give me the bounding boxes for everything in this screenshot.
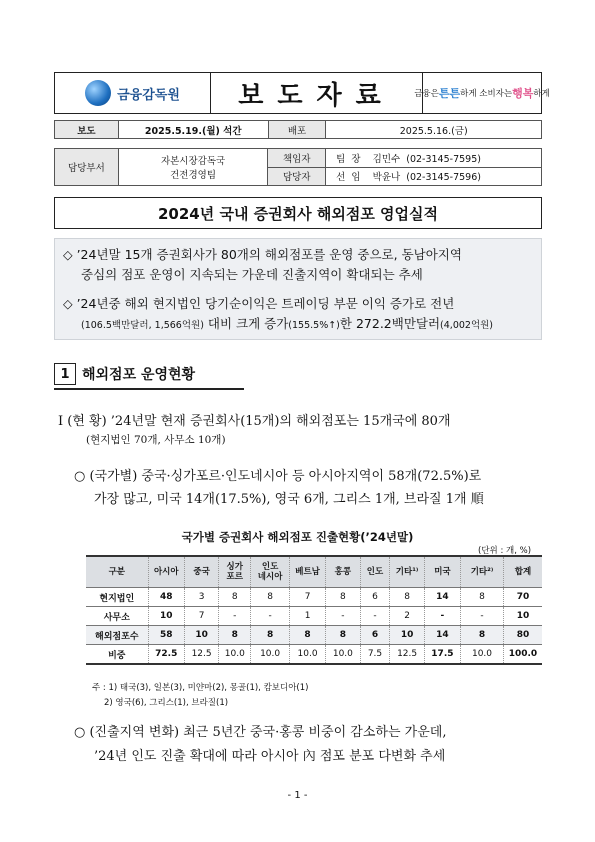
summary-bullet-2-line-2 — [81, 314, 493, 335]
press-release-title: 보도자료 — [211, 73, 423, 113]
col-header: 기타¹⁾ — [390, 556, 424, 588]
table-note-2: 2) 영국(6), 그리스(1), 브라질(1) — [104, 698, 229, 708]
table-row — [86, 626, 542, 645]
col-header: 인도 네시아 — [251, 556, 290, 588]
release-info-table — [54, 120, 542, 139]
release-date: 2025.5.19.(월) 석간 — [118, 121, 268, 139]
table-cell: - — [326, 607, 360, 626]
col-header: 인도 — [360, 556, 390, 588]
slogan-pre: 금융은 — [414, 89, 439, 99]
row-label: 해외점포수 — [86, 626, 148, 645]
table-header-row — [86, 556, 542, 588]
col-header: 베트남 — [289, 556, 325, 588]
row-label: 현지법인 — [86, 588, 148, 607]
contact-phone: (02-3145-7596) — [406, 172, 481, 184]
table-cell: 8 — [219, 626, 251, 645]
prev-year-value: (106.5백만달러, 1,566억원) — [81, 320, 204, 331]
table-cell: 58 — [148, 626, 184, 645]
summary-box — [54, 238, 542, 340]
table-cell: - — [219, 607, 251, 626]
table-cell: 2 — [390, 607, 424, 626]
table-note-1: 주 : 1) 태국(3), 일본(3), 미얀마(2), 몽골(1), 캄보디아(1) — [92, 683, 309, 693]
paragraph-country-line-1: ○ (국가별) 중국·싱가포르·인도네시아 등 아시아지역이 58개(72.5%)로 — [74, 469, 482, 484]
contact-name: 박윤나 — [372, 172, 401, 184]
col-header: 홍콩 — [326, 556, 360, 588]
contact-detail — [326, 149, 542, 168]
table-cell: 8 — [461, 588, 504, 607]
table-cell: 10.0 — [461, 645, 504, 665]
release-label: 보도 — [55, 121, 119, 139]
document-title: 2024년 국내 증권회사 해외점포 영업실적 — [54, 197, 542, 229]
table-cell: 8 — [219, 588, 251, 607]
press-header — [54, 72, 550, 114]
paragraph-country-line-2: 가장 많고, 미국 14개(17.5%), 영국 6개, 그리스 1개, 브라질 1개 順 — [94, 492, 484, 507]
col-header: 합계 — [503, 556, 542, 588]
section-number: 1 — [54, 363, 76, 385]
table-cell: - — [424, 607, 460, 626]
table-cell: 80 — [503, 626, 542, 645]
globe-logo-icon — [85, 80, 111, 106]
table-cell: 7.5 — [360, 645, 390, 665]
table-title: 국가별 증권회사 해외점포 진출현황(’24년말) — [181, 530, 414, 544]
logo-text: 금융감독원 — [117, 87, 180, 103]
slogan-word-2: 행복 — [512, 87, 534, 100]
slogan-mid: 하게 소비자는 — [460, 89, 513, 99]
table-cell: 72.5 — [148, 645, 184, 665]
slogan-post: 하게 — [533, 89, 550, 99]
table-cell: 3 — [184, 588, 218, 607]
contact-role: 담당자 — [268, 167, 326, 186]
table-cell: 10.0 — [251, 645, 290, 665]
contact-role: 책임자 — [268, 149, 326, 168]
fss-logo — [55, 73, 211, 113]
table-cell: 8 — [390, 588, 424, 607]
contact-name: 김민수 — [372, 153, 401, 165]
table-cell: 1 — [289, 607, 325, 626]
table-cell: 10.0 — [289, 645, 325, 665]
contact-position: 선 임 — [336, 172, 361, 184]
table-cell: 7 — [289, 588, 325, 607]
contact-table — [54, 148, 542, 186]
table-cell: 17.5 — [424, 645, 460, 665]
table-row — [86, 588, 542, 607]
col-header: 싱가 포르 — [219, 556, 251, 588]
table-cell: 10 — [503, 607, 542, 626]
table-cell: 10 — [148, 607, 184, 626]
table-cell: 10.0 — [326, 645, 360, 665]
table-cell: 7 — [184, 607, 218, 626]
dept-line-1: 자본시장감독국 — [160, 156, 226, 167]
slogan — [414, 73, 550, 113]
summary-bullet-1-line-2: 중심의 점포 운영이 지속되는 가운데 진출지역이 확대되는 추세 — [81, 267, 423, 282]
col-header: 중국 — [184, 556, 218, 588]
table-cell: 12.5 — [390, 645, 424, 665]
table-cell: 8 — [326, 588, 360, 607]
table-cell: 6 — [360, 626, 390, 645]
table-cell: 14 — [424, 626, 460, 645]
table-cell: 8 — [251, 626, 290, 645]
table-cell: 8 — [289, 626, 325, 645]
dept-name — [118, 149, 268, 186]
table-cell: 8 — [251, 588, 290, 607]
table-cell: 10 — [184, 626, 218, 645]
table-cell: - — [251, 607, 290, 626]
summary-bullet-2-line-1: ◇ ’24년중 해외 현지법인 당기순이익은 트레이딩 부문 이익 증가로 전년 — [63, 296, 455, 311]
row-label: 비중 — [86, 645, 148, 665]
paragraph-region-change-line-1: ○ (진출지역 변화) 최근 5년간 중국·홍콩 비중이 감소하는 가운데, — [74, 725, 447, 740]
table-cell: 12.5 — [184, 645, 218, 665]
table-cell: 10 — [390, 626, 424, 645]
col-header: 구분 — [86, 556, 148, 588]
table-cell: 70 — [503, 588, 542, 607]
paragraph-status-line-2: (현지법인 70개, 사무소 10개) — [86, 434, 226, 446]
col-header: 기타²⁾ — [461, 556, 504, 588]
row-label: 사무소 — [86, 607, 148, 626]
table-cell: 8 — [326, 626, 360, 645]
contact-detail — [326, 167, 542, 186]
section-underline — [54, 388, 244, 390]
increase-rate: (155.5%↑) — [288, 320, 340, 331]
paragraph-region-change-line-2: ’24년 인도 진출 확대에 따라 아시아 內 점포 분포 다변화 추세 — [94, 749, 446, 764]
net-income-krw: (4,002억원) — [440, 320, 494, 331]
contact-phone: (02-3145-7595) — [406, 153, 481, 165]
table-cell: 8 — [461, 626, 504, 645]
contact-position: 팀 장 — [336, 153, 361, 165]
table-row — [86, 607, 542, 626]
page-number: - 1 - — [287, 790, 308, 801]
col-header: 아시아 — [148, 556, 184, 588]
table-cell: - — [360, 607, 390, 626]
overseas-branch-table — [86, 555, 542, 665]
table-cell: 48 — [148, 588, 184, 607]
table-unit: (단위 : 개, %) — [478, 546, 532, 556]
paragraph-status-line-1: Ⅰ (현 황) ’24년말 현재 증권회사(15개)의 해외점포는 15개국에 80개 — [58, 414, 451, 429]
table-cell: 10.0 — [219, 645, 251, 665]
net-income-value: 한 272.2백만달러 — [339, 316, 441, 331]
table-cell: 6 — [360, 588, 390, 607]
dept-label: 담당부서 — [55, 149, 119, 186]
summary-bullet-1-line-1: ◇ ’24년말 15개 증권회사가 80개의 해외점포를 운영 중으로, 동남아지역 — [63, 247, 462, 262]
table-cell: 100.0 — [503, 645, 542, 665]
slogan-word-1: 튼튼 — [438, 87, 461, 100]
distribute-label: 배포 — [268, 121, 326, 139]
section-title: 해외점포 운영현황 — [82, 367, 196, 383]
table-cell: 14 — [424, 588, 460, 607]
table-cell: - — [461, 607, 504, 626]
col-header: 미국 — [424, 556, 460, 588]
dept-line-2: 건전경영팀 — [170, 170, 217, 181]
table-row — [86, 645, 542, 665]
distribute-date: 2025.5.16.(금) — [326, 121, 542, 139]
increase-text: 대비 크게 증가 — [203, 316, 289, 331]
